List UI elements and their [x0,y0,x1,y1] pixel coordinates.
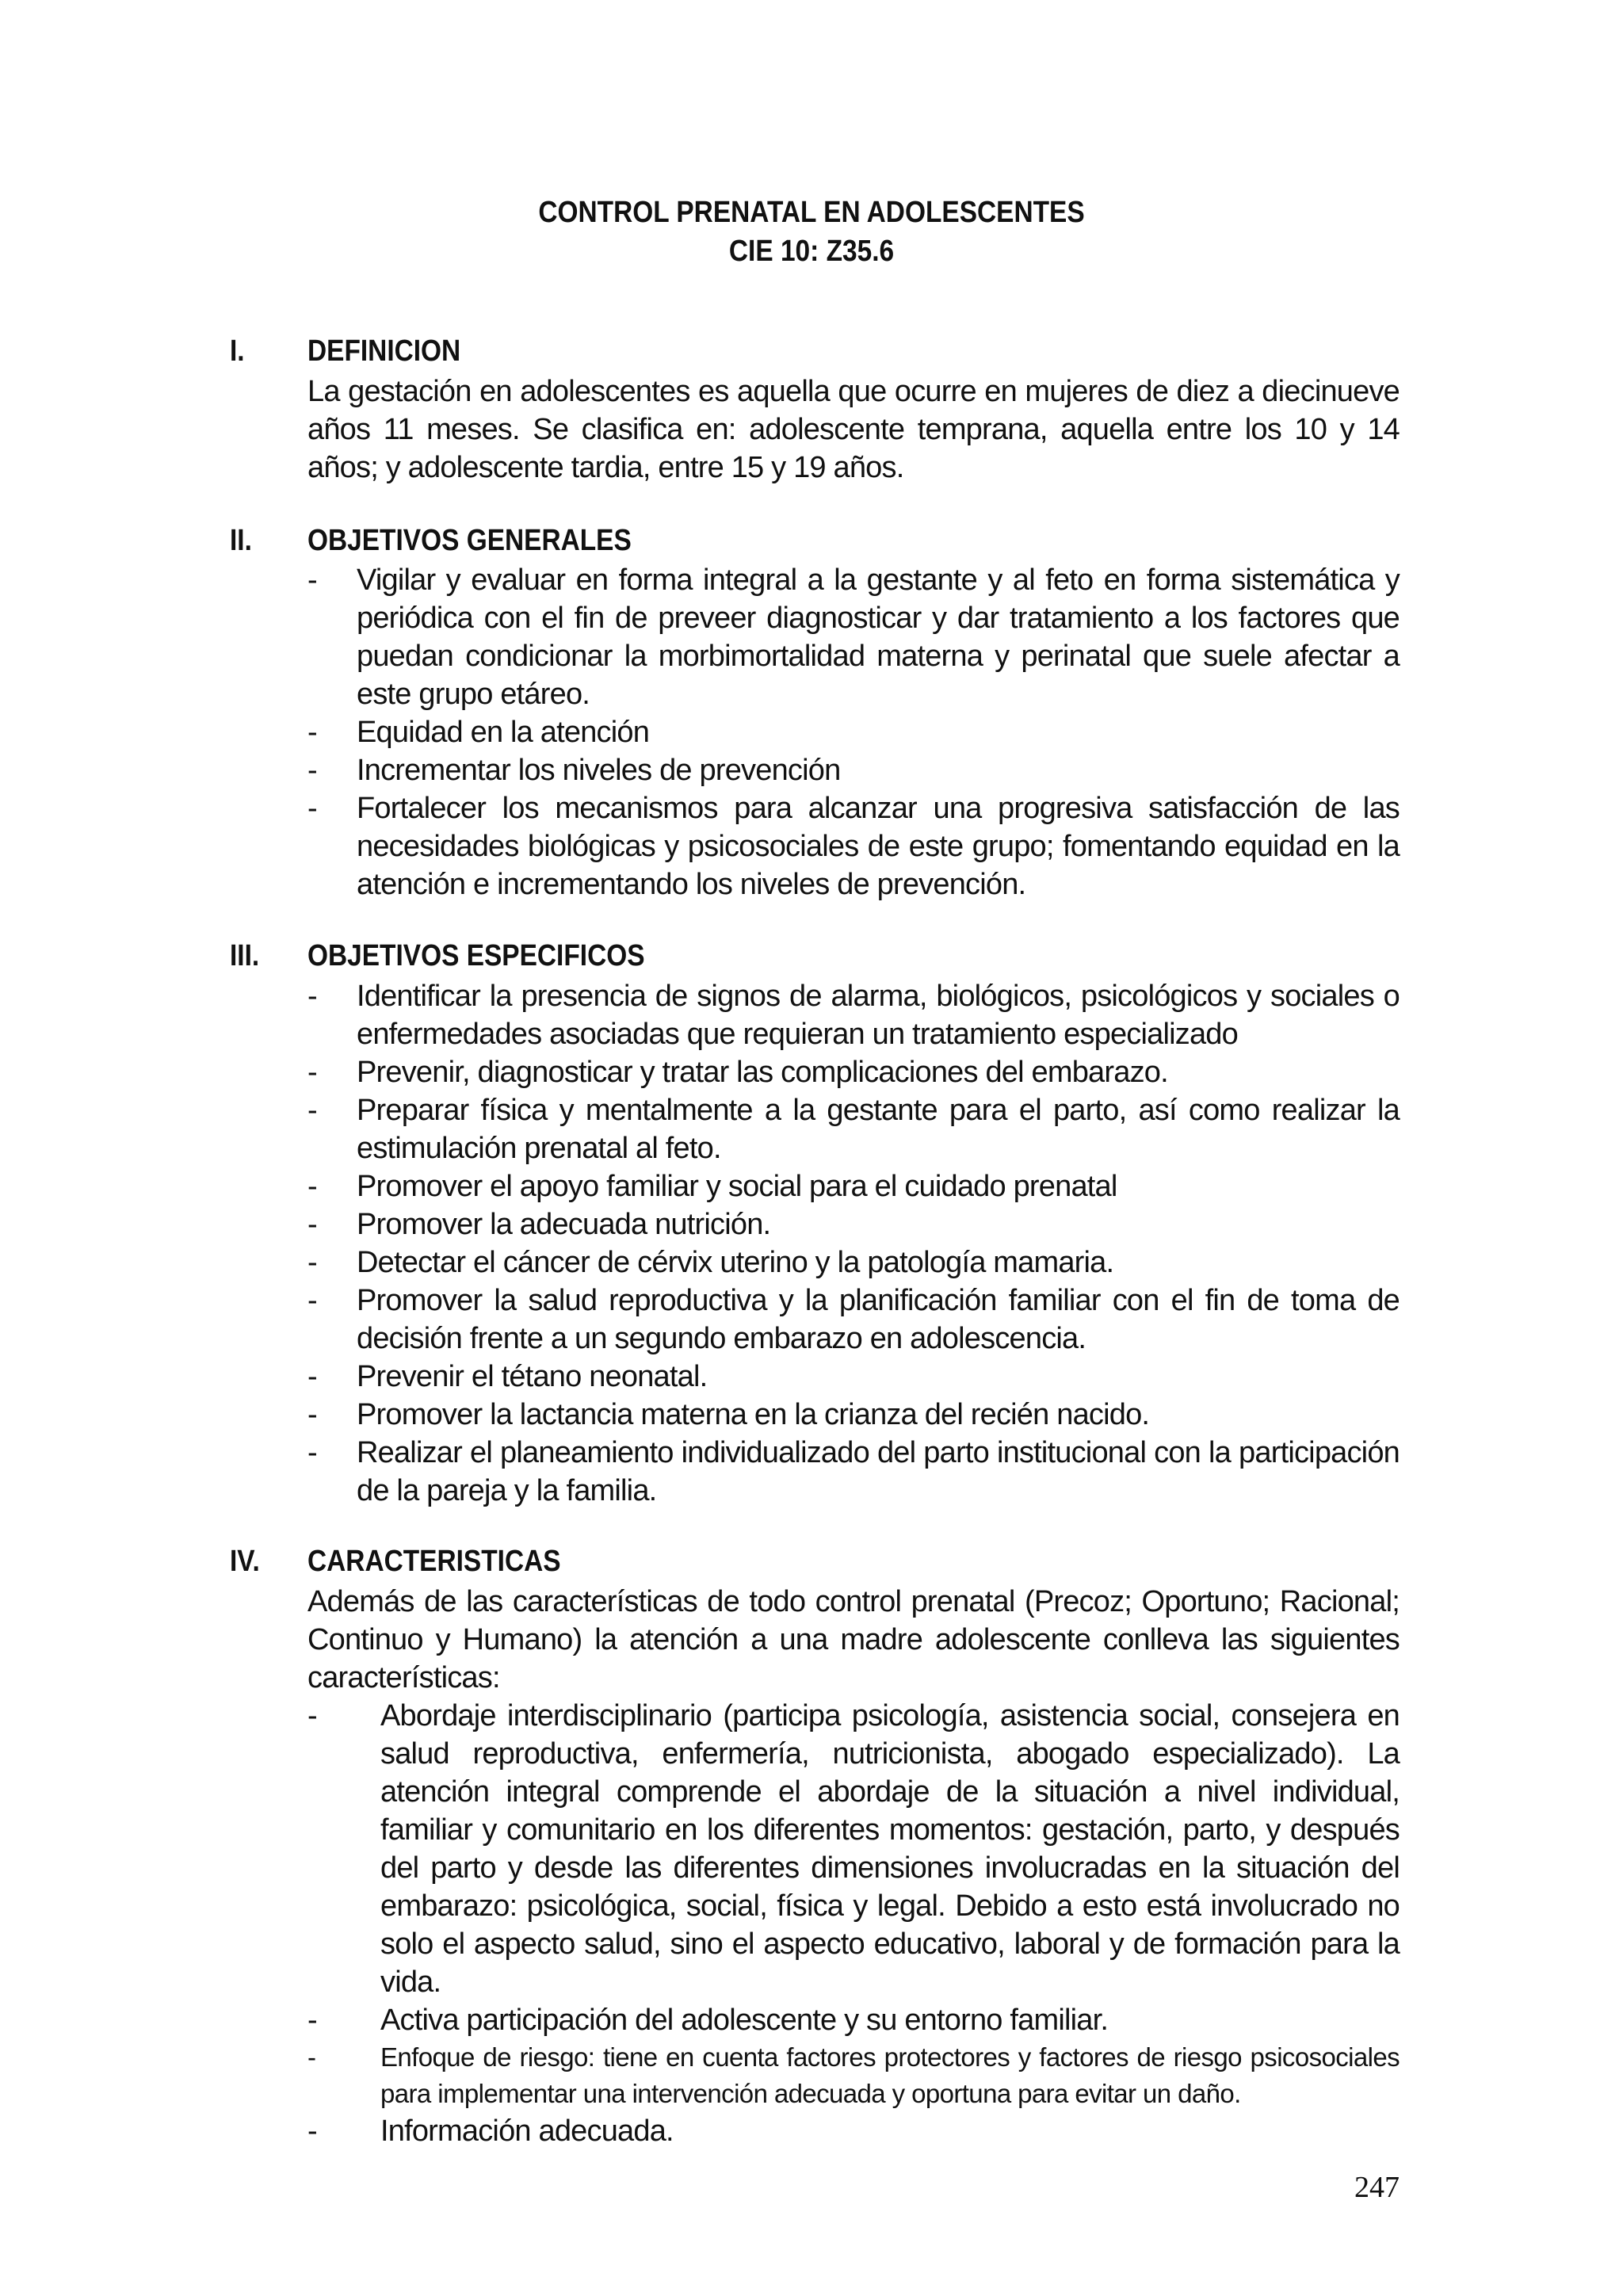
definicion-paragraph: La gestación en adolescentes es aquella que ocurre en mujeres de diez a diecinueve años 11 meses. Se clasifica en: adolescente temprana, aquella entre los 10 y 14 años; y adolescente tardia, entre 15 y 19 años. [307,375,1400,484]
list-item: - Equidad en la atención [307,713,1400,751]
list-item: - Activa participación del adolescente y su entorno familiar. [307,2001,1400,2039]
section-heading-objetivos-especificos: OBJETIVOS ESPECIFICOS [307,939,645,972]
list-item: - Detectar el cáncer de cérvix uterino y la patología mamaria. [307,1244,1400,1282]
list-item: - Promover la adecuada nutrición. [307,1205,1400,1244]
objetivos-generales-list [307,561,1400,904]
section-heading-definicion: DEFINICION [307,334,461,368]
bullet-dash: - [307,2042,316,2072]
bullet-dash: - [307,754,317,787]
list-item: - Fortalecer los mecanismos para alcanzar una progresiva satisfacción de las necesidades biológicas y psicosociales de este grupo; fomentando equidad en la atención e incrementando los niveles de prevención. [307,789,1400,904]
bullet-dash: - [307,1170,317,1203]
list-item: - Promover la lactancia materna en la crianza del recién nacido. [307,1396,1400,1434]
bullet-dash: - [307,2115,317,2148]
page-number: 247 [1354,2171,1400,2204]
list-item: - Prevenir, diagnosticar y tratar las complicaciones del embarazo. [307,1053,1400,1091]
section-number: IV. [230,1545,260,1578]
caracteristicas-list [307,1697,1400,2150]
bullet-dash: - [307,563,317,597]
objetivos-especificos-list [307,977,1400,1510]
list-item: - Preparar física y mentalmente a la gestante para el parto, así como realizar la estimulación prenatal al feto. [307,1091,1400,1167]
bullet-dash: - [307,792,317,825]
list-item: - Promover la salud reproductiva y la planificación familiar con el fin de toma de decisión frente a un segundo embarazo en adolescencia. [307,1282,1400,1358]
list-item: - Identificar la presencia de signos de alarma, biológicos, psicológicos y sociales o enfermedades asociadas que requieran un tratamiento especializado [307,977,1400,1053]
bullet-dash: - [307,1208,317,1241]
document-title: CONTROL PRENATAL EN ADOLESCENTES [538,196,1085,229]
section-heading-caracteristicas: CARACTERISTICAS [307,1545,561,1578]
list-item: - Realizar el planeamiento individualizado del parto institucional con la participación de la pareja y la familia. [307,1434,1400,1510]
bullet-dash: - [307,1056,317,1089]
caracteristicas-paragraph: Además de las características de todo control prenatal (Precoz; Oportuno; Racional; Continuo y Humano) la atención a una madre adolescente conlleva las siguientes características: [307,1585,1400,1694]
list-item: - Enfoque de riesgo: tiene en cuenta factores protectores y factores de riesgo psicosociales para implementar una intervención adecuada y oportuna para evitar un daño. [307,2039,1400,2112]
document-code: CIE 10: Z35.6 [728,235,895,268]
list-item: - Vigilar y evaluar en forma integral a la gestante y al feto en forma sistemática y periódica con el fin de preveer diagnosticar y dar tratamiento a los factores que puedan condicionar la morbimortalidad materna y perinatal que suele afectar a este grupo etáreo. [307,561,1400,713]
list-item: - Información adecuada. [307,2112,1400,2150]
bullet-dash: - [307,1699,317,1733]
bullet-dash: - [307,1436,317,1469]
bullet-dash: - [307,1094,317,1127]
list-item: - Incrementar los niveles de prevención [307,751,1400,789]
bullet-dash: - [307,1246,317,1279]
list-item: - Prevenir el tétano neonatal. [307,1358,1400,1396]
section-number: II. [230,524,252,557]
section-number: I. [230,334,245,368]
list-item: - Promover el apoyo familiar y social para el cuidado prenatal [307,1167,1400,1205]
section-heading-objetivos-generales: OBJETIVOS GENERALES [307,524,632,557]
bullet-dash: - [307,2004,317,2037]
bullet-dash: - [307,716,317,749]
section-number: III. [230,939,260,972]
bullet-dash: - [307,1284,317,1317]
bullet-dash: - [307,1360,317,1393]
list-item: - Abordaje interdisciplinario (participa psicología, asistencia social, consejera en salud reproductiva, enfermería, nutricionista, abogado especializado). La atención integral comprende el abordaje de la situación a nivel individual, familiar y comunitario en los diferentes momentos: gestación, parto, y después del parto y desde las diferentes dimensiones involucradas en la situación del embarazo: psicológica, social, física y legal. Debido a esto está involucrado no solo el aspecto salud, sino el aspecto educativo, laboral y de formación para la vida. [307,1697,1400,2001]
bullet-dash: - [307,1398,317,1431]
bullet-dash: - [307,980,317,1013]
